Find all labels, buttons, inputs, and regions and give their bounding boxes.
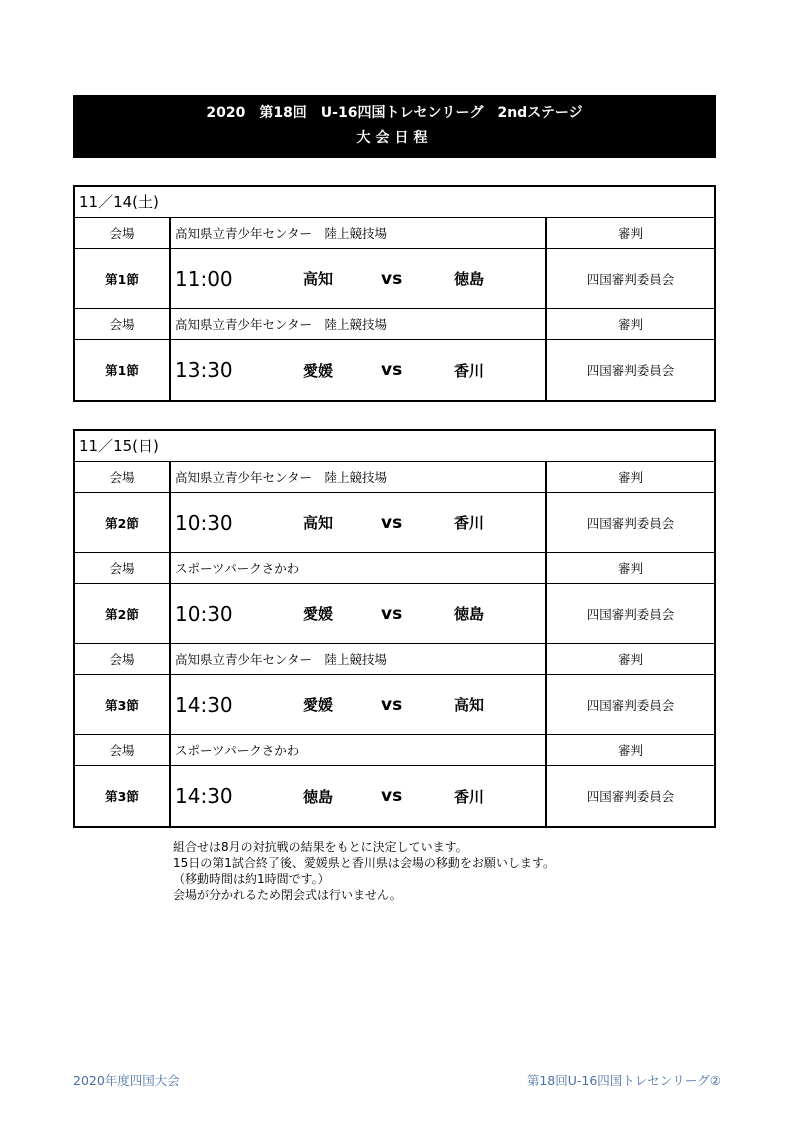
- venue-row: [75, 462, 714, 493]
- note-line: 会場が分かれるため閉会式は行いません。: [173, 888, 402, 902]
- match-info: [171, 493, 547, 552]
- venue-label: 会場: [75, 462, 171, 492]
- schedule-header: [73, 95, 716, 158]
- referee-name: 四国審判委員会: [586, 789, 675, 804]
- match-section: 第1節: [75, 340, 171, 400]
- match-section: 第2節: [75, 584, 171, 643]
- team-away: 香川: [454, 514, 485, 532]
- venue-row: [75, 644, 714, 675]
- match-section: 第3節: [75, 766, 171, 826]
- day-schedule-2: [73, 429, 716, 828]
- referee-label: 審判: [617, 652, 643, 667]
- venue-label: 会場: [75, 553, 171, 583]
- referee-name: 四国審判委員会: [586, 606, 675, 622]
- footer-right: 第18回U-16四国トレセンリーグ②: [526, 1073, 721, 1088]
- vs-label: vs: [381, 268, 403, 289]
- team-home: 高知: [303, 514, 334, 532]
- team-away: 香川: [454, 361, 485, 380]
- venue-name: 高知県立青少年センター 陸上競技場: [171, 218, 547, 248]
- note-line: （移動時間は約1時間です。）: [173, 872, 330, 886]
- referee-label: 審判: [617, 470, 643, 485]
- venue-label: 会場: [75, 309, 171, 339]
- venue-label: 会場: [75, 218, 171, 248]
- referee-label: 審判: [617, 317, 643, 332]
- match-info: [171, 766, 547, 826]
- match-time: 13:30: [175, 358, 233, 382]
- vs-label: vs: [381, 603, 403, 624]
- team-home: 愛媛: [303, 605, 334, 623]
- match-row: [75, 249, 714, 309]
- match-time: 10:30: [175, 601, 233, 626]
- team-home: 愛媛: [303, 696, 334, 714]
- venue-row: [75, 309, 714, 340]
- venue-name: 高知県立青少年センター 陸上競技場: [171, 462, 547, 492]
- referee-name: 四国審判委員会: [586, 697, 675, 713]
- match-row: [75, 493, 714, 553]
- venue-label: 会場: [75, 644, 171, 674]
- day-title: 11／14(土): [75, 187, 714, 218]
- day-title: 11／15(日): [75, 431, 714, 462]
- team-away: 高知: [454, 696, 485, 714]
- team-home: 徳島: [303, 787, 334, 806]
- header-subtitle: 大会日程: [356, 130, 433, 146]
- team-away: 香川: [454, 787, 485, 806]
- match-time: 11:00: [175, 266, 233, 291]
- team-away: 徳島: [454, 605, 485, 623]
- footer-left: 2020年度四国大会: [73, 1073, 180, 1088]
- referee-label: 審判: [617, 226, 643, 241]
- vs-label: vs: [381, 512, 403, 533]
- match-info: [171, 340, 547, 400]
- match-info: [171, 584, 547, 643]
- match-section: 第2節: [75, 493, 171, 552]
- referee-name: 四国審判委員会: [586, 271, 675, 287]
- venue-row: [75, 553, 714, 584]
- match-time: 10:30: [175, 510, 233, 535]
- match-time: 14:30: [175, 784, 233, 808]
- venue-name: 高知県立青少年センター 陸上競技場: [171, 644, 547, 674]
- match-row: [75, 340, 714, 400]
- day-schedule-1: [73, 185, 716, 402]
- vs-label: vs: [381, 694, 403, 715]
- team-home: 高知: [303, 270, 334, 288]
- match-row: [75, 766, 714, 826]
- match-time: 14:30: [175, 692, 233, 717]
- match-info: [171, 675, 547, 734]
- match-row: [75, 584, 714, 644]
- match-row: [75, 675, 714, 735]
- match-info: [171, 249, 547, 308]
- note-line: 15日の第1試合終了後、愛媛県と香川県は会場の移動をお願いします。: [173, 856, 555, 870]
- match-section: 第3節: [75, 675, 171, 734]
- referee-label: 審判: [617, 561, 643, 576]
- note-line: 組合せは8月の対抗戦の結果をもとに決定しています。: [173, 840, 468, 854]
- venue-name: スポーツパークさかわ: [171, 553, 547, 583]
- venue-row: [75, 735, 714, 766]
- team-away: 徳島: [454, 270, 485, 288]
- referee-name: 四国審判委員会: [586, 363, 675, 378]
- venue-row: [75, 218, 714, 249]
- venue-name: 高知県立青少年センター 陸上競技場: [171, 309, 547, 339]
- venue-name: スポーツパークさかわ: [171, 735, 547, 765]
- referee-name: 四国審判委員会: [586, 515, 675, 531]
- header-title: 2020 第18回 U-16四国トレセンリーグ 2ndステージ: [206, 105, 583, 121]
- referee-label: 審判: [617, 743, 643, 758]
- match-section: 第1節: [75, 249, 171, 308]
- vs-label: vs: [381, 786, 403, 806]
- team-home: 愛媛: [303, 361, 334, 380]
- vs-label: vs: [381, 360, 403, 380]
- venue-label: 会場: [75, 735, 171, 765]
- notes: [173, 839, 555, 903]
